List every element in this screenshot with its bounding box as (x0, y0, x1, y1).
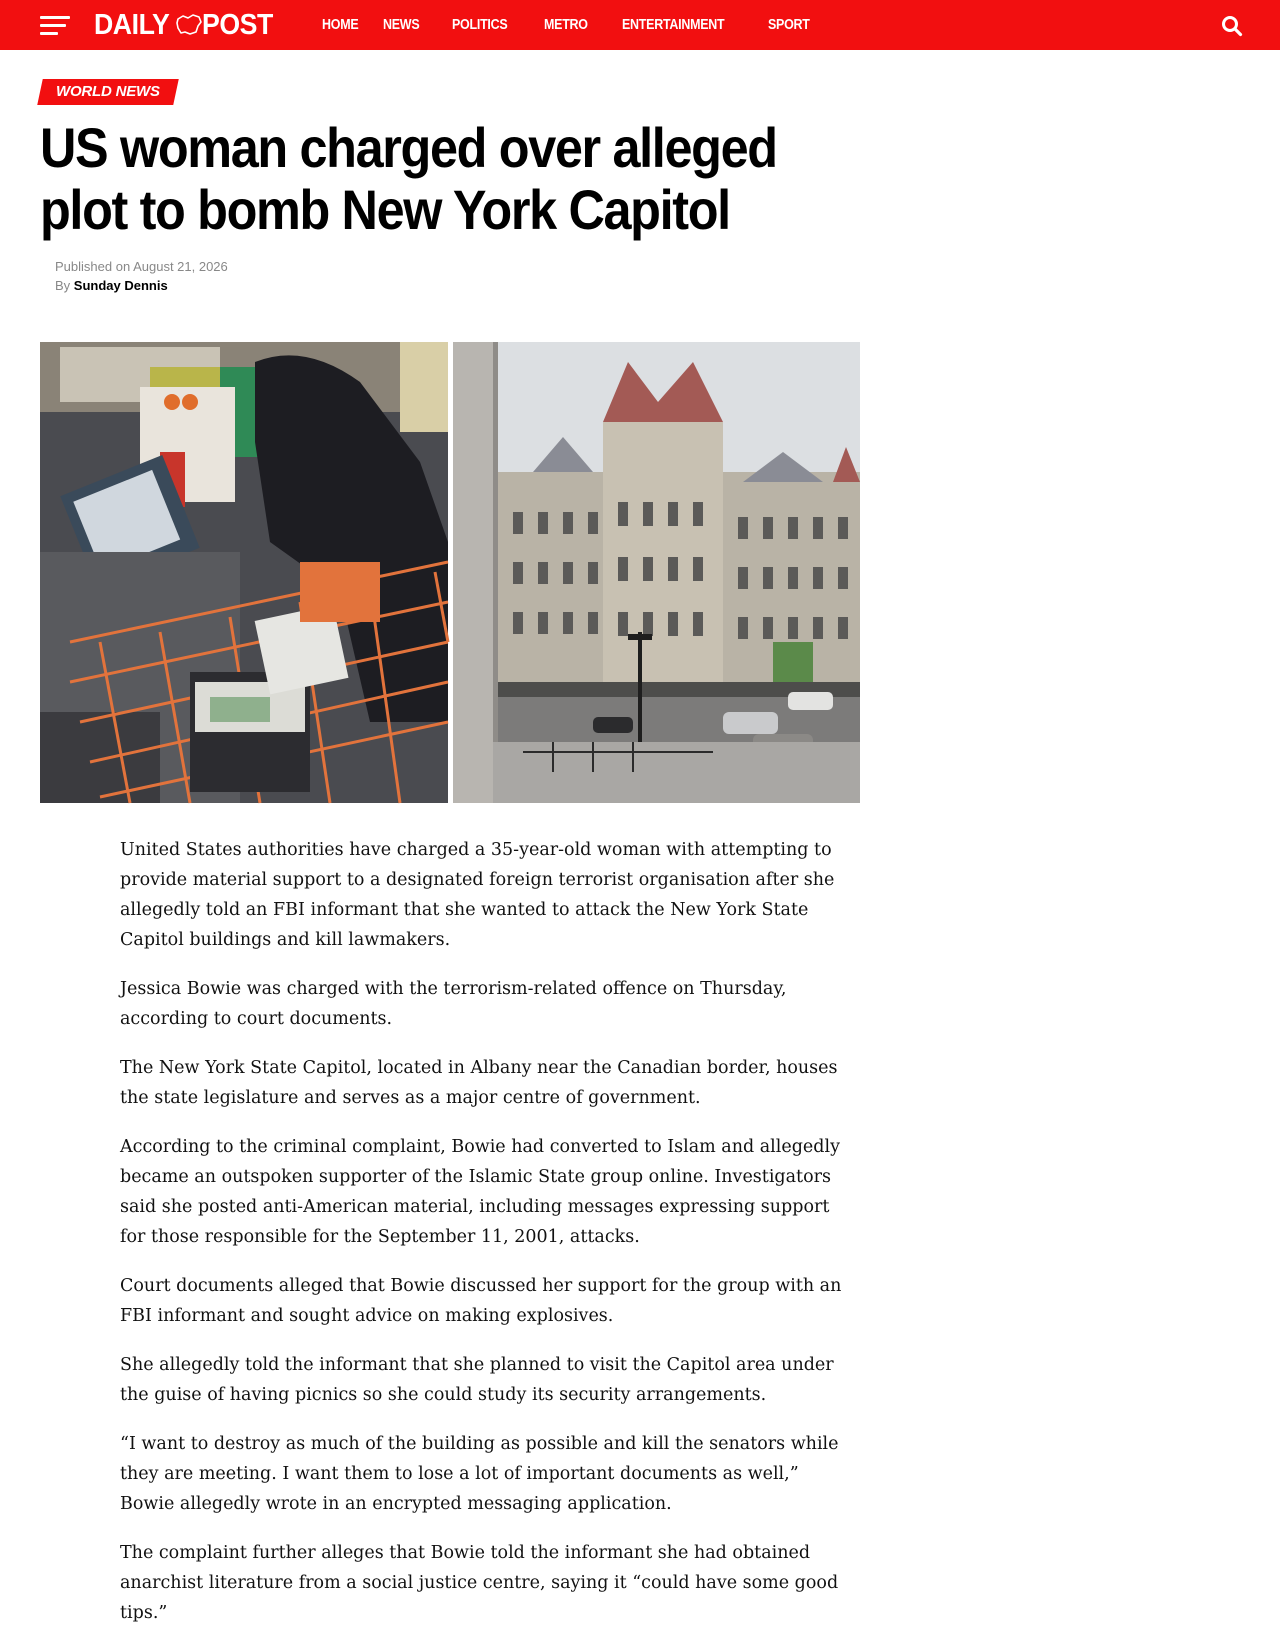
article-paragraph: Court documents alleged that Bowie discussed her support for the group with an FBI informant and sought advice on making explosives. (120, 1276, 842, 1326)
site-header (0, 0, 1280, 50)
byline (55, 276, 228, 295)
article-body (120, 835, 855, 1647)
published-label: Published on (55, 259, 131, 274)
nav-politics[interactable]: POLITICS (452, 17, 508, 33)
nav-home[interactable]: HOME (322, 17, 359, 33)
published-date: August 21, 2026 (133, 259, 228, 274)
article-title: US woman charged over alleged plot to bomb New York Capitol (40, 116, 777, 241)
featured-image (40, 342, 860, 803)
article-paragraph: Jessica Bowie was charged with the terrorism-related offence on Thursday, according to court documents. (120, 979, 787, 1029)
article-paragraph: The complaint further alleges that Bowie told the informant she had obtained anarchist literature from a social justice centre, saying it “could have some good tips.” (120, 1543, 839, 1623)
capitol-building-photo (453, 342, 860, 803)
article-meta (55, 257, 228, 295)
author-link[interactable]: Sunday Dennis (73, 278, 168, 293)
nigeria-map-icon (174, 13, 204, 37)
category-tag[interactable] (37, 79, 178, 105)
article-paragraph: “I want to destroy as much of the building as possible and kill the senators while they are meeting. I want them to lose a lot of important documents as well,” Bowie allegedly wrote in an encrypted messaging application. (120, 1434, 839, 1514)
nav-news[interactable]: NEWS (383, 17, 420, 33)
published-line (55, 257, 228, 276)
article-paragraph: She allegedly told the informant that she planned to visit the Capitol area under the guise of having picnics so she could study its security arrangements. (120, 1355, 834, 1405)
main-nav (322, 0, 843, 50)
nav-entertainment[interactable]: ENTERTAINMENT (621, 17, 725, 33)
logo-text-post: POST (201, 8, 273, 41)
article-paragraph: The New York State Capitol, located in Albany near the Canadian border, houses the state legislature and serves as a major centre of government. (120, 1058, 838, 1108)
suspect-photo (40, 342, 448, 803)
logo-text-daily: DAILY (94, 8, 170, 41)
search-icon[interactable] (1221, 15, 1243, 37)
article-paragraph: According to the criminal complaint, Bowie had converted to Islam and allegedly became an outspoken supporter of the Islamic State group online. Investigators said she posted anti-American material, including messages expressing support for those responsible for the September 11, 2001, attacks. (120, 1137, 840, 1247)
by-label: By (55, 278, 71, 293)
article-paragraph: United States authorities have charged a 35-year-old woman with attempting to provide material support to a designated foreign terrorist organisation after she allegedly told an FBI informant that she wanted to attack the New York State Capitol buildings and kill lawmakers. (120, 840, 835, 950)
site-logo[interactable] (94, 9, 279, 41)
category-label: WORLD NEWS (56, 83, 160, 100)
hamburger-menu-icon[interactable] (40, 14, 70, 36)
nav-sport[interactable]: SPORT (767, 17, 810, 33)
nav-metro[interactable]: METRO (543, 17, 588, 33)
